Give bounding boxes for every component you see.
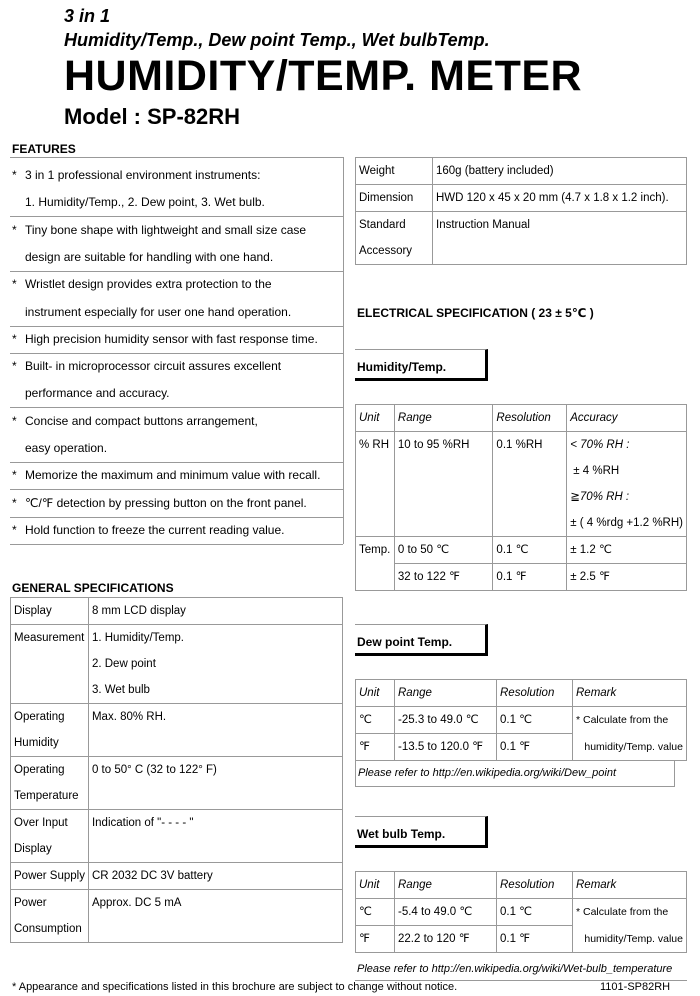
spec-label: Dimension — [356, 185, 433, 212]
spec-label: Humidity — [11, 730, 89, 757]
features-heading: FEATURES — [12, 142, 76, 156]
table-row — [356, 734, 687, 761]
model-number: Model : SP-82RH — [64, 104, 241, 129]
accuracy-cell: ± ( 4 %rdg +1.2 %RH) — [567, 510, 687, 537]
spec-value: HWD 120 x 45 x 20 mm (4.7 x 1.8 x 1.2 inch). — [433, 185, 687, 212]
spec-value: 3. Wet bulb — [88, 677, 342, 704]
resolution-cell: 0.1 ℃ — [497, 707, 573, 734]
bullet-star: * — [12, 495, 17, 510]
spec-label: Display — [11, 598, 89, 625]
feature-item — [10, 517, 343, 545]
table-row — [11, 890, 343, 917]
electrical-heading: ELECTRICAL SPECIFICATION ( 23 ± 5℃ ) — [357, 306, 594, 320]
table-row — [356, 432, 687, 459]
col-header: Resolution — [497, 872, 573, 899]
table-row — [11, 625, 343, 652]
bullet-star: * — [12, 468, 17, 483]
resolution-cell: 0.1 ℃ — [497, 899, 573, 926]
spec-value: 8 mm LCD display — [88, 598, 342, 625]
table-row — [11, 677, 343, 704]
spec-value: 2. Dew point — [88, 651, 342, 677]
spec-value: Instruction Manual — [433, 212, 687, 239]
table-row — [356, 212, 687, 239]
col-header: Range — [395, 680, 497, 707]
table-row — [356, 707, 687, 734]
feature-item — [10, 244, 343, 272]
accuracy-cell: ≧70% RH : — [567, 484, 687, 510]
feature-text: design are suitable for handling with one hand. — [25, 249, 274, 264]
feature-text: Hold function to freeze the current reading value. — [25, 522, 285, 537]
bullet-star: * — [12, 522, 17, 537]
feature-item — [10, 162, 343, 189]
spec-label: Over Input — [11, 810, 89, 837]
feature-text: Built- in microprocessor circuit assures excellent — [25, 359, 282, 374]
table-row — [11, 836, 343, 863]
table-row — [356, 564, 687, 591]
col-header: Range — [395, 872, 497, 899]
resolution-cell: 0.1 ℉ — [497, 926, 573, 953]
spec-value: 0 to 50° C (32 to 122° F) — [88, 757, 342, 784]
wetbulb-reference-note: Please refer to http://en.wikipedia.org/wiki/Wet-bulb_temperature — [355, 954, 687, 981]
col-header: Remark — [573, 680, 687, 707]
spec-label: Weight — [356, 158, 433, 185]
accuracy-cell: ± 4 %RH — [567, 458, 687, 484]
spec-label: Operating — [11, 757, 89, 784]
feature-item — [10, 462, 343, 490]
spec-value: 1. Humidity/Temp. — [88, 625, 342, 652]
bullet-star: * — [12, 359, 17, 374]
feature-item — [10, 490, 343, 518]
feature-item — [10, 299, 343, 327]
features-side-rule — [343, 157, 344, 544]
bullet-star: * — [12, 413, 17, 428]
table-row — [11, 863, 343, 890]
spec-label: Power Supply — [11, 863, 89, 890]
table-header-row — [356, 405, 687, 432]
range-cell: -13.5 to 120.0 ℉ — [395, 734, 497, 761]
spec-label: Display — [11, 836, 89, 863]
table-row — [11, 704, 343, 731]
table-row — [356, 537, 687, 564]
resolution-cell: 0.1 %RH — [493, 432, 567, 459]
dewpoint-section-title: Dew point Temp. — [355, 624, 488, 656]
remark-cell: humidity/Temp. value — [573, 734, 687, 761]
feature-text: Memorize the maximum and minimum value with recall. — [25, 468, 321, 483]
feature-text: performance and accuracy. — [25, 386, 170, 401]
table-row — [356, 458, 687, 484]
col-header: Unit — [356, 872, 395, 899]
col-header: Range — [394, 405, 493, 432]
spec-label: Temperature — [11, 783, 89, 810]
wetbulb-spec-table — [355, 871, 687, 953]
feature-item — [10, 380, 343, 408]
range-cell: -5.4 to 49.0 ℃ — [395, 899, 497, 926]
accuracy-cell: < 70% RH : — [567, 432, 687, 459]
feature-text: High precision humidity sensor with fast response time. — [25, 331, 318, 346]
unit-cell: Temp. — [356, 537, 395, 564]
feature-item — [10, 353, 343, 380]
bullet-star: * — [12, 331, 17, 346]
resolution-cell: 0.1 ℃ — [493, 537, 567, 564]
unit-cell: ℃ — [356, 899, 395, 926]
feature-text: Concise and compact buttons arrangement, — [25, 413, 258, 428]
feature-text: Wristlet design provides extra protection to the — [25, 277, 272, 292]
feature-text: instrument especially for user one hand operation. — [25, 304, 292, 319]
spec-label: Power — [11, 890, 89, 917]
range-cell: -25.3 to 49.0 ℃ — [395, 707, 497, 734]
footer-disclaimer: * Appearance and specifications listed in this brochure are subject to change without notice. — [12, 981, 458, 993]
table-row — [356, 158, 687, 185]
footer-code: 1101-SP82RH — [600, 981, 671, 993]
feature-item — [10, 271, 343, 298]
table-row — [11, 730, 343, 757]
spec-value: Indication of "- - - - " — [88, 810, 342, 837]
feature-text: 1. Humidity/Temp., 2. Dew point, 3. Wet bulb. — [25, 195, 265, 210]
table-row — [11, 810, 343, 837]
accuracy-cell: ± 2.5 ℉ — [567, 564, 687, 591]
col-header: Accuracy — [567, 405, 687, 432]
table-row — [11, 651, 343, 677]
bullet-star: * — [12, 168, 17, 182]
table-header-row — [356, 872, 687, 899]
range-cell: 10 to 95 %RH — [394, 432, 493, 459]
humidity-section-title: Humidity/Temp. — [355, 349, 488, 381]
table-row — [356, 926, 687, 953]
wetbulb-section-title: Wet bulb Temp. — [355, 816, 488, 848]
bullet-star: * — [12, 277, 17, 292]
feature-item — [10, 217, 343, 244]
remark-cell: * Calculate from the — [573, 707, 687, 734]
feature-item — [10, 435, 343, 463]
spec-label: Standard — [356, 212, 433, 239]
bullet-star: * — [12, 222, 17, 237]
spec-label: Consumption — [11, 916, 89, 943]
range-cell: 22.2 to 120 ℉ — [395, 926, 497, 953]
remark-cell: * Calculate from the — [573, 899, 687, 926]
general-heading: GENERAL SPECIFICATIONS — [12, 581, 174, 595]
dewpoint-spec-table — [355, 679, 687, 761]
table-row — [11, 757, 343, 784]
col-header: Remark — [573, 872, 687, 899]
table-row — [356, 484, 687, 510]
col-header: Unit — [356, 680, 395, 707]
header-line1: 3 in 1 — [64, 6, 111, 26]
col-header: Unit — [356, 405, 395, 432]
table-row — [356, 185, 687, 212]
col-header: Resolution — [493, 405, 567, 432]
unit-cell: % RH — [356, 432, 395, 459]
unit-cell: ℃ — [356, 707, 395, 734]
spec-value: 160g (battery included) — [433, 158, 687, 185]
unit-cell: ℉ — [356, 734, 395, 761]
spec-label: Measurement — [11, 625, 89, 652]
page-title: HUMIDITY/TEMP. METER — [64, 52, 583, 100]
unit-cell: ℉ — [356, 926, 395, 953]
table-row — [11, 598, 343, 625]
remark-cell: humidity/Temp. value — [573, 926, 687, 953]
resolution-cell: 0.1 ℉ — [493, 564, 567, 591]
physical-spec-table — [355, 157, 687, 265]
col-header: Resolution — [497, 680, 573, 707]
feature-text: 3 in 1 professional environment instruments: — [25, 168, 261, 182]
spec-label: Operating — [11, 704, 89, 731]
feature-text: Tiny bone shape with lightweight and small size case — [25, 222, 307, 237]
range-cell: 32 to 122 ℉ — [394, 564, 493, 591]
header-line2: Humidity/Temp., Dew point Temp., Wet bulbTemp. — [64, 30, 490, 50]
spec-value: Max. 80% RH. — [88, 704, 342, 731]
feature-item — [10, 326, 343, 354]
range-cell: 0 to 50 ℃ — [394, 537, 493, 564]
spec-value: Approx. DC 5 mA — [88, 890, 342, 917]
spec-value: CR 2032 DC 3V battery — [88, 863, 342, 890]
table-row — [356, 899, 687, 926]
humidity-spec-table — [355, 404, 687, 591]
resolution-cell: 0.1 ℉ — [497, 734, 573, 761]
table-header-row — [356, 680, 687, 707]
feature-item — [10, 189, 343, 217]
table-row — [11, 916, 343, 943]
general-spec-table — [10, 597, 343, 943]
table-row — [11, 783, 343, 810]
features-top-rule — [10, 157, 343, 158]
feature-text: easy operation. — [25, 441, 108, 455]
table-row — [356, 510, 687, 537]
feature-item — [10, 408, 343, 435]
accuracy-cell: ± 1.2 ℃ — [567, 537, 687, 564]
feature-text: ℃/℉ detection by pressing button on the front panel. — [25, 495, 307, 510]
dewpoint-reference-note: Please refer to http://en.wikipedia.org/wiki/Dew_point — [355, 760, 675, 787]
table-row — [356, 238, 687, 265]
spec-label: Accessory — [356, 238, 433, 265]
